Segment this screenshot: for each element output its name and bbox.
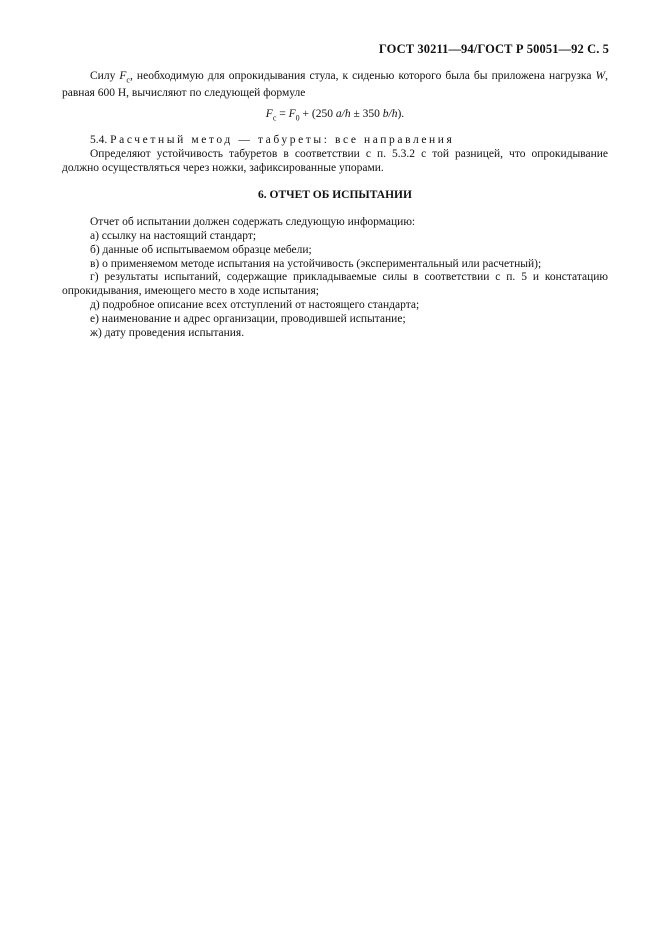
- formula-eq: =: [276, 107, 289, 120]
- text-run: Силу: [90, 70, 120, 82]
- list-item: б) данные об испытываемом образце мебели;: [90, 243, 312, 256]
- section-heading-spaced: Расчетный метод — табуреты: все направления: [110, 133, 455, 146]
- section-6-title: 6. ОТЧЕТ ОБ ИСПЫТАНИИ: [258, 189, 412, 202]
- text-run: , равная 600 Н, вычисляют по следующей формуле: [62, 70, 608, 100]
- formula-part: + (250: [299, 107, 336, 120]
- list-item: д) подробное описание всех отступлений от настоящего стандарта;: [90, 298, 420, 311]
- formula: [62, 108, 608, 125]
- list-item: в) о применяемом методе испытания на устойчивость (экспериментальный или расчетный);: [90, 257, 542, 270]
- list-item: а) ссылку на настоящий стандарт;: [90, 229, 257, 242]
- formula-a-h: a/h: [335, 107, 351, 120]
- formula-f: F: [265, 107, 273, 120]
- formula-sub-0: 0: [295, 113, 300, 123]
- paragraph-force: [62, 70, 608, 101]
- section-number: 5.4.: [90, 133, 111, 146]
- formula-f0: F: [288, 107, 296, 120]
- formula-close: ).: [397, 107, 405, 120]
- section-5-4-heading: [62, 134, 608, 148]
- document-body: [62, 70, 608, 340]
- section-5-4-text: Определяют устойчивость табуретов в соответствии с п. 5.3.2 с той разницей, что опрокидывание должно осуществляться через ножки, зафиксированные упорами.: [62, 147, 608, 174]
- report-intro: Отчет об испытании должен содержать следующую информацию:: [90, 216, 416, 229]
- subscript-c: c: [126, 75, 130, 85]
- variable-f: F: [119, 70, 127, 82]
- formula-b-h: b/h: [382, 107, 398, 120]
- text-run: , необходимую для опрокидывания стула, к сиденью которого была бы приложена нагрузка: [129, 70, 596, 82]
- page-header: ГОСТ 30211—94/ГОСТ Р 50051—92 С. 5: [378, 42, 609, 56]
- variable-w: W: [595, 70, 606, 82]
- formula-part: ± 350: [350, 107, 383, 120]
- list-item: е) наименование и адрес организации, проводившей испытание;: [90, 312, 406, 325]
- list-item: г) результаты испытаний, содержащие прикладываемые силы в соответствии с п. 5 и констатацию опрокидывания, имеющего место в ходе испытания;: [62, 271, 608, 298]
- list-item: ж) дату проведения испытания.: [90, 326, 245, 339]
- formula-sub-c: c: [272, 113, 277, 123]
